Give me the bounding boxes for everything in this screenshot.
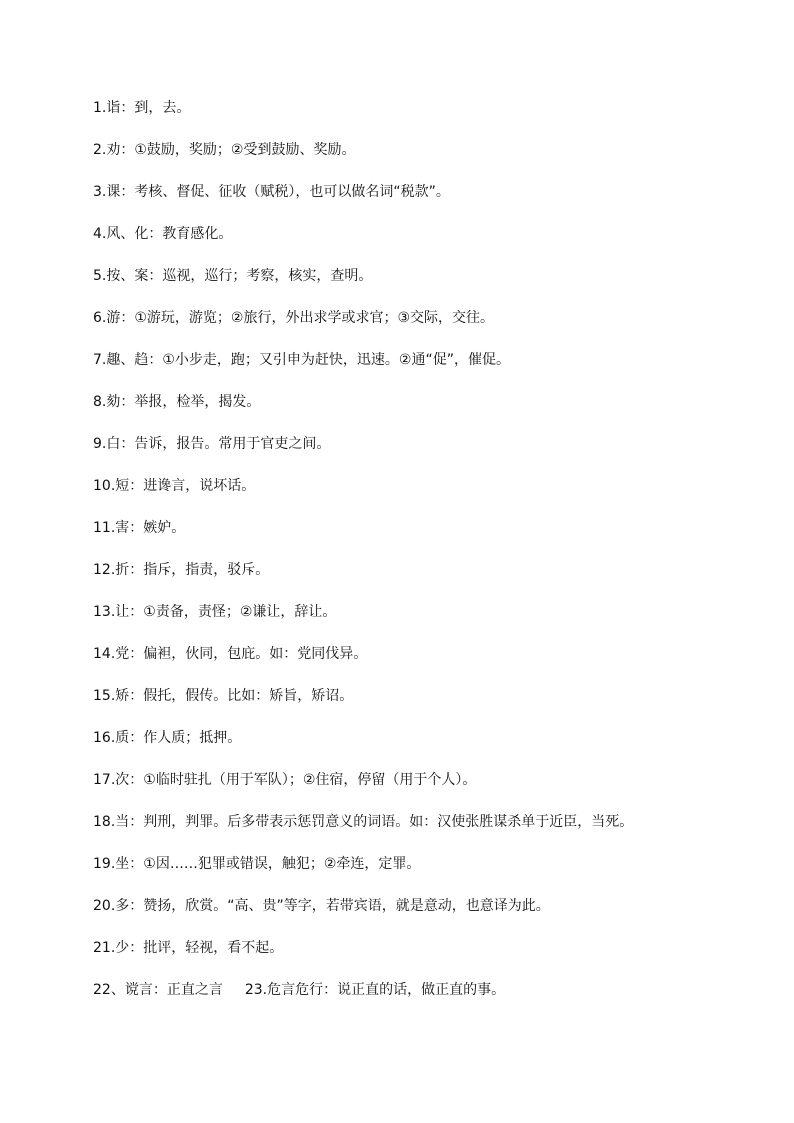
list-item	[93, 852, 753, 894]
item-text: 党：偏袒，伙同，包庇。如：党同伐异。	[115, 646, 368, 662]
item-text: 游：①游玩，游览；②旅行，外出求学或求官；③交际，交往。	[106, 310, 495, 326]
list-item	[93, 432, 753, 474]
list-item	[93, 600, 753, 642]
item-number: 13.	[93, 604, 116, 620]
item-number: 3.	[93, 184, 107, 200]
item-number: 9.	[93, 436, 107, 452]
item-number: 19.	[93, 856, 116, 872]
list-item	[93, 642, 753, 684]
item-text: 诣：到，去。	[106, 100, 191, 116]
item-number: 6.	[93, 310, 107, 326]
item-text: 风、化：教育感化。	[106, 226, 233, 242]
item-number: 15.	[93, 688, 116, 704]
list-item	[93, 726, 753, 768]
list-item	[93, 138, 753, 180]
item-text: 白：告诉，报告。常用于官吏之间。	[106, 436, 331, 452]
item-text: 短：进谗言，说坏话。	[115, 478, 256, 494]
item-number: 8.	[93, 394, 107, 410]
item-text: 危言危行：说正直的话，做正直的事。	[267, 982, 506, 998]
item-number: 14.	[93, 646, 116, 662]
list-item	[93, 936, 753, 978]
list-item	[93, 348, 753, 390]
item-number: 12.	[93, 562, 116, 578]
item-number: 7.	[93, 352, 107, 368]
list-item	[93, 810, 753, 852]
list-item	[93, 516, 753, 558]
item-text: 课：考核、督促、征收（赋税），也可以做名词“税款”。	[106, 184, 450, 200]
item-text: 害：嫉妒。	[115, 520, 186, 536]
item-number: 23.	[244, 982, 268, 998]
list-item	[93, 474, 753, 516]
list-item-last-line	[93, 978, 753, 1020]
list-item	[93, 558, 753, 600]
definition-list	[93, 96, 753, 1020]
list-item	[93, 684, 753, 726]
item-number: 5.	[93, 268, 107, 284]
item-number: 17.	[93, 772, 116, 788]
item-text: 矫：假托，假传。比如：矫旨，矫诏。	[115, 688, 354, 704]
item-text: 趣、趋：①小步走，跑；又引申为赶快，迅速。②通“促”，催促。	[106, 352, 510, 368]
item-text: 当：判刑，判罪。后多带表示惩罚意义的词语。如：汉使张胜谋杀单于近臣，当死。	[115, 814, 634, 830]
item-text: 质：作人质；抵押。	[115, 730, 242, 746]
item-number: 21.	[93, 940, 116, 956]
list-item	[93, 96, 753, 138]
item-number: 20.	[93, 898, 116, 914]
item-number: 10.	[93, 478, 116, 494]
item-text: 、谠言：正直之言	[110, 982, 223, 998]
list-item	[93, 768, 753, 810]
list-item	[93, 306, 753, 348]
item-number: 4.	[93, 226, 107, 242]
item-text: 坐：①因……犯罪或错误，触犯；②牵连，定罪。	[115, 856, 421, 872]
list-item	[93, 894, 753, 936]
item-text: 次：①临时驻扎（用于军队）；②住宿，停留（用于个人）。	[115, 772, 477, 788]
item-number: 16.	[93, 730, 116, 746]
list-item	[93, 180, 753, 222]
item-text: 让：①责备，责怪；②谦让，辞让。	[115, 604, 337, 620]
item-text: 多：赞扬，欣赏。“高、贵”等字，若带宾语，就是意动，也意译为此。	[115, 898, 550, 914]
item-number: 22	[93, 982, 111, 998]
list-item	[93, 222, 753, 264]
list-item	[93, 390, 753, 432]
list-item	[93, 264, 753, 306]
item-number: 11.	[93, 520, 116, 536]
item-text: 按、案：巡视，巡行；考察，核实，查明。	[106, 268, 373, 284]
item-text: 劾：举报，检举，揭发。	[106, 394, 261, 410]
item-text: 少：批评，轻视，看不起。	[115, 940, 284, 956]
item-number: 2.	[93, 142, 107, 158]
item-text: 劝：①鼓励，奖励；②受到鼓励、奖励。	[106, 142, 356, 158]
item-number: 1.	[93, 100, 107, 116]
item-text: 折：指斥，指责，驳斥。	[115, 562, 270, 578]
item-number: 18.	[93, 814, 116, 830]
